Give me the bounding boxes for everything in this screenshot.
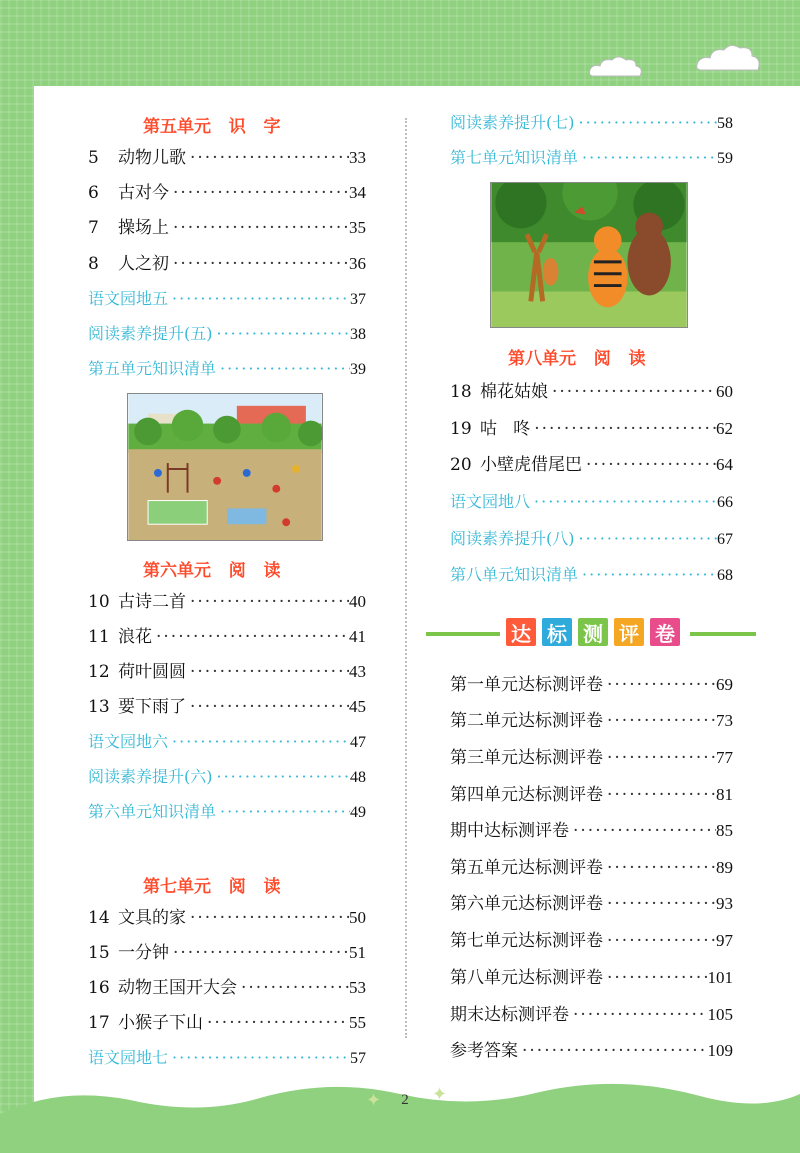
section-title-unit7: 第七单元 阅 读 xyxy=(143,877,281,897)
toc-entry-sub[interactable]: 语文园地五 ····· 37 xyxy=(88,286,366,312)
toc-entry-sub[interactable]: 阅读素养提升(六) ····· 48 xyxy=(88,764,366,790)
section-title-unit5: 第五单元 识 字 xyxy=(143,117,281,137)
toc-entry[interactable]: 15 一分钟 ····· 51 xyxy=(88,940,366,966)
toc-entry-test[interactable]: 第一单元达标测评卷 ····· 69 xyxy=(450,672,733,698)
toc-entry[interactable]: 8 人之初 ····· 36 xyxy=(88,251,366,277)
toc-entry-sub[interactable]: 第六单元知识清单 ····· 49 xyxy=(88,799,366,825)
toc-entry-sub[interactable]: 语文园地八 ····· 66 xyxy=(450,489,733,515)
toc-entry-sub[interactable]: 第八单元知识清单 ····· 68 xyxy=(450,562,733,588)
toc-entry[interactable]: 6 古对今 ····· 34 xyxy=(88,180,366,206)
toc-entry-test[interactable]: 期末达标测评卷 ····· 105 xyxy=(450,1002,733,1028)
page-number: 2 xyxy=(401,1092,409,1108)
section-title-unit8: 第八单元 阅 读 xyxy=(508,349,646,369)
sparkle-icon: ✦ xyxy=(366,1090,382,1111)
banner-char: 标 xyxy=(540,616,574,648)
toc-entry-sub[interactable]: 第七单元知识清单 ····· 59 xyxy=(450,145,733,171)
banner-line-right xyxy=(690,632,756,636)
toc-entry-test[interactable]: 期中达标测评卷 ····· 85 xyxy=(450,818,733,844)
banner-char: 达 xyxy=(504,616,538,648)
toc-entry[interactable]: 14 文具的家 ····· 50 xyxy=(88,905,366,931)
toc-entry-test[interactable]: 第七单元达标测评卷 ····· 97 xyxy=(450,928,733,954)
toc-entry-sub[interactable]: 阅读素养提升(五) ····· 38 xyxy=(88,321,366,347)
toc-entry-test[interactable]: 第二单元达标测评卷 ····· 73 xyxy=(450,708,733,734)
banner-char: 测 xyxy=(576,616,610,648)
banner-char: 卷 xyxy=(648,616,682,648)
cloud-icon xyxy=(586,52,646,82)
toc-entry-sub[interactable]: 阅读素养提升(八) ····· 67 xyxy=(450,526,733,552)
toc-entry[interactable]: 18 棉花姑娘 ····· 60 xyxy=(450,379,733,405)
toc-entry[interactable]: 7 操场上 ····· 35 xyxy=(88,215,366,241)
toc-entry[interactable]: 17 小猴子下山 ····· 55 xyxy=(88,1010,366,1036)
toc-entry[interactable]: 12 荷叶圆圆 ····· 43 xyxy=(88,659,366,685)
toc-entry-test[interactable]: 第四单元达标测评卷 ····· 81 xyxy=(450,782,733,808)
toc-entry[interactable]: 19 咕 咚 ····· 62 xyxy=(450,416,733,442)
toc-entry[interactable]: 11 浪花 ····· 41 xyxy=(88,624,366,650)
forest-animals-illustration xyxy=(490,182,688,328)
test-section-banner xyxy=(426,616,756,650)
toc-entry[interactable]: 10 古诗二首 ····· 40 xyxy=(88,589,366,615)
toc-entry-sub[interactable]: 第五单元知识清单 ····· 39 xyxy=(88,356,366,382)
toc-entry[interactable]: 13 要下雨了 ····· 45 xyxy=(88,694,366,720)
cloud-icon xyxy=(694,40,764,76)
section-title-unit6: 第六单元 阅 读 xyxy=(143,561,281,581)
column-divider xyxy=(405,118,407,1038)
toc-entry-test[interactable]: 第六单元达标测评卷 ····· 93 xyxy=(450,891,733,917)
toc-entry-test[interactable]: 第五单元达标测评卷 ····· 89 xyxy=(450,855,733,881)
toc-entry-test[interactable]: 第三单元达标测评卷 ····· 77 xyxy=(450,745,733,771)
toc-entry-sub[interactable]: 阅读素养提升(七) ····· 58 xyxy=(450,110,733,136)
toc-entry[interactable]: 20 小壁虎借尾巴 ····· 64 xyxy=(450,452,733,478)
toc-entry[interactable]: 5 动物儿歌 ····· 33 xyxy=(88,145,366,171)
banner-line-left xyxy=(426,632,500,636)
toc-entry-test[interactable]: 参考答案 ····· 109 xyxy=(450,1038,733,1064)
toc-entry-sub[interactable]: 语文园地六 ····· 47 xyxy=(88,729,366,755)
banner-char: 评 xyxy=(612,616,646,648)
toc-entry-test[interactable]: 第八单元达标测评卷 ····· 101 xyxy=(450,965,733,991)
toc-entry[interactable]: 16 动物王国开大会 ····· 53 xyxy=(88,975,366,1001)
playground-illustration xyxy=(127,393,323,541)
sparkle-icon: ✦ xyxy=(432,1084,448,1105)
toc-entry-sub[interactable]: 语文园地七 ····· 57 xyxy=(88,1045,366,1071)
